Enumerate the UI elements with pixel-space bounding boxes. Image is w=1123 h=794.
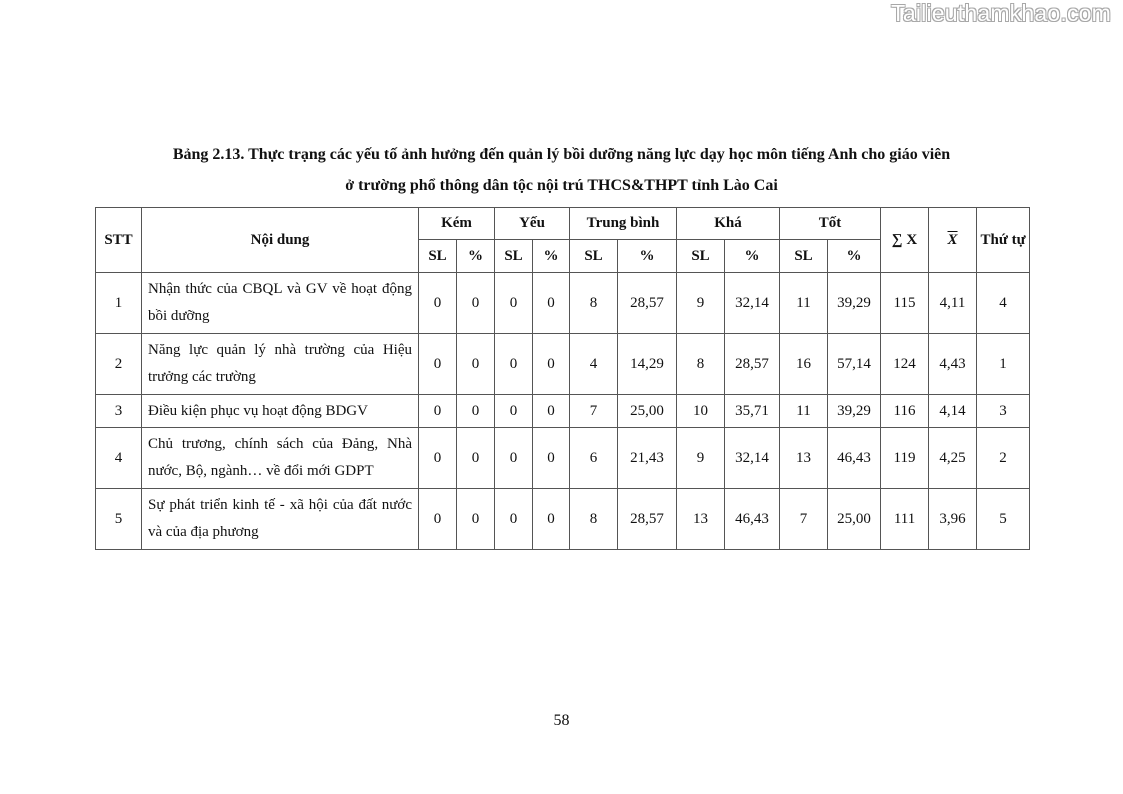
table-row [96, 395, 1030, 428]
cell: 0 [495, 273, 533, 334]
header-group-kha: Khá [677, 208, 780, 240]
header-mean [929, 208, 977, 273]
cell: 0 [457, 273, 495, 334]
cell: 39,29 [828, 273, 881, 334]
header-sl: SL [677, 240, 725, 273]
row-sum: 124 [881, 334, 929, 395]
cell: 32,14 [725, 428, 780, 489]
row-mean: 3,96 [929, 489, 977, 550]
cell: 0 [533, 428, 570, 489]
cell: 4 [570, 334, 618, 395]
cell: 11 [780, 273, 828, 334]
cell: 9 [677, 273, 725, 334]
header-content: Nội dung [142, 208, 419, 273]
header-pct: % [725, 240, 780, 273]
cell: 0 [457, 489, 495, 550]
cell: 13 [780, 428, 828, 489]
row-mean: 4,43 [929, 334, 977, 395]
row-stt: 3 [96, 395, 142, 428]
cell: 0 [533, 395, 570, 428]
watermark: Tailieuthamkhao.com [891, 0, 1111, 26]
cell: 0 [457, 428, 495, 489]
row-content: Sự phát triển kinh tế - xã hội của đất nước và của địa phương [142, 489, 419, 550]
table-row [96, 334, 1030, 395]
row-sum: 111 [881, 489, 929, 550]
cell: 0 [419, 428, 457, 489]
cell: 35,71 [725, 395, 780, 428]
survey-table [95, 207, 1030, 550]
header-group-trung-binh: Trung bình [570, 208, 677, 240]
cell: 0 [495, 428, 533, 489]
row-mean: 4,14 [929, 395, 977, 428]
header-group-yeu: Yếu [495, 208, 570, 240]
header-group-tot: Tốt [780, 208, 881, 240]
table-row [96, 428, 1030, 489]
cell: 46,43 [725, 489, 780, 550]
row-content: Chủ trương, chính sách của Đảng, Nhà nước, Bộ, ngành… về đổi mới GDPT [142, 428, 419, 489]
header-pct: % [618, 240, 677, 273]
cell: 16 [780, 334, 828, 395]
row-stt: 5 [96, 489, 142, 550]
header-row-groups [96, 208, 1030, 240]
cell: 0 [533, 334, 570, 395]
row-rank: 1 [977, 334, 1030, 395]
header-rank: Thứ tự [977, 208, 1030, 273]
header-sl: SL [570, 240, 618, 273]
header-stt: STT [96, 208, 142, 273]
cell: 6 [570, 428, 618, 489]
row-rank: 4 [977, 273, 1030, 334]
cell: 8 [570, 273, 618, 334]
table-row [96, 489, 1030, 550]
cell: 9 [677, 428, 725, 489]
row-rank: 3 [977, 395, 1030, 428]
cell: 39,29 [828, 395, 881, 428]
row-stt: 2 [96, 334, 142, 395]
header-sl: SL [495, 240, 533, 273]
cell: 28,57 [618, 489, 677, 550]
cell: 10 [677, 395, 725, 428]
cell: 0 [457, 395, 495, 428]
table-row [96, 273, 1030, 334]
cell: 7 [570, 395, 618, 428]
row-rank: 5 [977, 489, 1030, 550]
row-sum: 116 [881, 395, 929, 428]
header-sl: SL [780, 240, 828, 273]
cell: 0 [419, 334, 457, 395]
row-mean: 4,25 [929, 428, 977, 489]
row-stt: 1 [96, 273, 142, 334]
cell: 0 [495, 334, 533, 395]
cell: 13 [677, 489, 725, 550]
cell: 8 [677, 334, 725, 395]
header-pct: % [533, 240, 570, 273]
row-content: Năng lực quản lý nhà trường của Hiệu trưởng các trường [142, 334, 419, 395]
cell: 8 [570, 489, 618, 550]
header-pct: % [457, 240, 495, 273]
row-content: Điều kiện phục vụ hoạt động BDGV [142, 395, 419, 428]
mean-symbol: $\overline{X}$ [947, 231, 958, 248]
cell: 0 [533, 489, 570, 550]
header-sum-x: ∑ X [881, 208, 929, 273]
cell: 0 [495, 489, 533, 550]
table-caption-line-2: ở trường phổ thông dân tộc nội trú THCS&THPT tỉnh Lào Cai [345, 177, 778, 194]
cell: 11 [780, 395, 828, 428]
cell: 21,43 [618, 428, 677, 489]
header-pct: % [828, 240, 881, 273]
cell: 25,00 [618, 395, 677, 428]
row-content: Nhận thức của CBQL và GV về hoạt động bồi dưỡng [142, 273, 419, 334]
cell: 28,57 [618, 273, 677, 334]
page-number: 58 [553, 712, 570, 729]
cell: 0 [419, 489, 457, 550]
row-sum: 115 [881, 273, 929, 334]
row-mean: 4,11 [929, 273, 977, 334]
cell: 0 [457, 334, 495, 395]
cell: 32,14 [725, 273, 780, 334]
cell: 46,43 [828, 428, 881, 489]
cell: 7 [780, 489, 828, 550]
cell: 0 [495, 395, 533, 428]
cell: 14,29 [618, 334, 677, 395]
cell: 0 [419, 273, 457, 334]
row-stt: 4 [96, 428, 142, 489]
header-group-kem: Kém [419, 208, 495, 240]
cell: 28,57 [725, 334, 780, 395]
row-sum: 119 [881, 428, 929, 489]
cell: 0 [419, 395, 457, 428]
cell: 57,14 [828, 334, 881, 395]
table-caption-line-1: Bảng 2.13. Thực trạng các yếu tố ảnh hưởng đến quản lý bồi dưỡng năng lực dạy học môn tiếng Anh cho giáo viên [172, 146, 951, 163]
header-sl: SL [419, 240, 457, 273]
cell: 25,00 [828, 489, 881, 550]
cell: 0 [533, 273, 570, 334]
row-rank: 2 [977, 428, 1030, 489]
